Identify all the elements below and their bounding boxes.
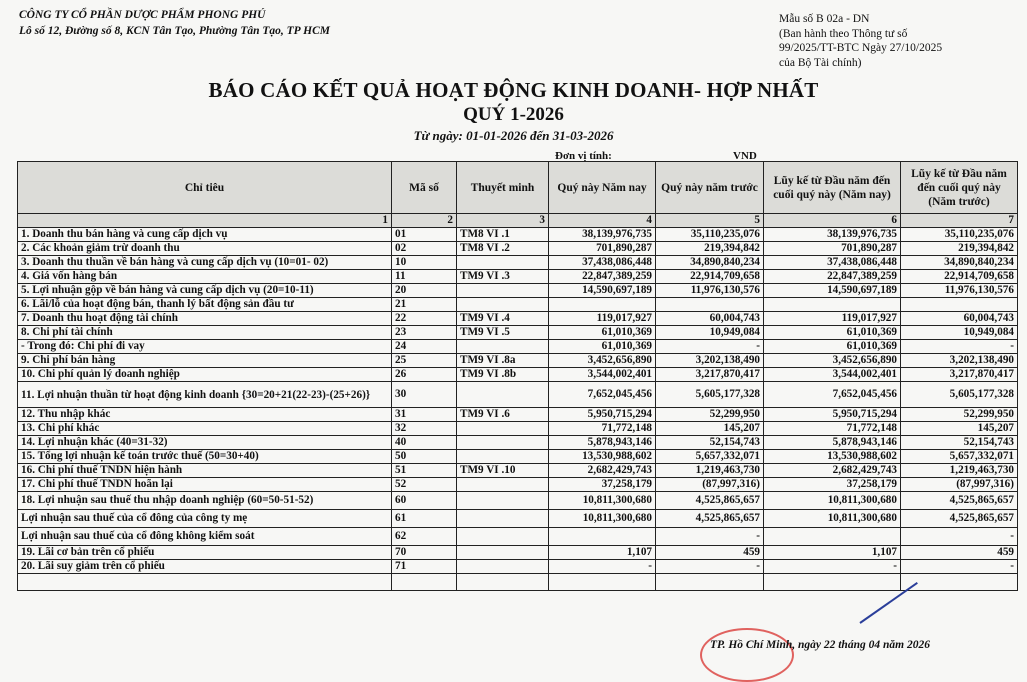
company-block: [19, 7, 330, 39]
table-row: [18, 242, 1018, 256]
row-quarter-previous: 35,110,235,076: [656, 228, 764, 242]
row-ytd-current: 71,772,148: [764, 422, 901, 436]
row-ytd-previous: (87,997,316): [901, 478, 1018, 492]
empty-cell: [764, 574, 901, 591]
column-number: 6: [764, 214, 901, 228]
row-code: 23: [392, 326, 457, 340]
table-row: [18, 450, 1018, 464]
row-label: Lợi nhuận sau thuế của cổ đông không kiểm soát: [18, 528, 392, 546]
table-row: [18, 284, 1018, 298]
table-row: [18, 382, 1018, 408]
column-number: 5: [656, 214, 764, 228]
row-quarter-previous: 11,976,130,576: [656, 284, 764, 298]
row-ytd-previous: 35,110,235,076: [901, 228, 1018, 242]
row-quarter-current: 61,010,369: [549, 340, 656, 354]
row-code: 26: [392, 368, 457, 382]
table-row: [18, 546, 1018, 560]
table-row: [18, 312, 1018, 326]
column-header: Quý này năm trước: [656, 162, 764, 214]
row-code: 52: [392, 478, 457, 492]
row-ytd-current: 3,544,002,401: [764, 368, 901, 382]
column-number: 1: [18, 214, 392, 228]
row-quarter-current: 14,590,697,189: [549, 284, 656, 298]
empty-cell: [18, 574, 392, 591]
row-label: 12. Thu nhập khác: [18, 408, 392, 422]
row-quarter-current: 37,438,086,448: [549, 256, 656, 270]
row-ytd-current: 5,950,715,294: [764, 408, 901, 422]
row-code: 32: [392, 422, 457, 436]
row-note: [457, 340, 549, 354]
column-header: Lũy kế từ Đầu năm đến cuối quý này (Năm trước): [901, 162, 1018, 214]
row-quarter-previous: -: [656, 528, 764, 546]
row-quarter-previous: (87,997,316): [656, 478, 764, 492]
row-ytd-previous: 4,525,865,657: [901, 492, 1018, 510]
row-code: 70: [392, 546, 457, 560]
row-code: 61: [392, 510, 457, 528]
row-ytd-current: 14,590,697,189: [764, 284, 901, 298]
row-ytd-current: 119,017,927: [764, 312, 901, 326]
row-label: 19. Lãi cơ bản trên cổ phiếu: [18, 546, 392, 560]
report-subtitle: QUÝ 1-2026: [463, 104, 564, 125]
table-row: [18, 408, 1018, 422]
column-number: 2: [392, 214, 457, 228]
row-code: 71: [392, 560, 457, 574]
row-note: [457, 382, 549, 408]
row-ytd-current: 37,258,179: [764, 478, 901, 492]
row-ytd-previous: 4,525,865,657: [901, 510, 1018, 528]
row-note: [457, 560, 549, 574]
row-note: TM9 VI .5: [457, 326, 549, 340]
row-ytd-previous: -: [901, 528, 1018, 546]
row-ytd-current: [764, 528, 901, 546]
row-quarter-current: 1,107: [549, 546, 656, 560]
table-row: [18, 270, 1018, 284]
table-row: [18, 256, 1018, 270]
row-quarter-previous: 52,154,743: [656, 436, 764, 450]
row-ytd-current: 1,107: [764, 546, 901, 560]
row-ytd-previous: 1,219,463,730: [901, 464, 1018, 478]
row-code: 40: [392, 436, 457, 450]
row-quarter-current: 10,811,300,680: [549, 492, 656, 510]
row-quarter-current: 10,811,300,680: [549, 510, 656, 528]
row-label: 18. Lợi nhuận sau thuế thu nhập doanh nghiệp (60=50-51-52): [18, 492, 392, 510]
table-header-row: [18, 162, 1018, 214]
row-code: 31: [392, 408, 457, 422]
row-ytd-current: [764, 298, 901, 312]
row-quarter-current: 3,544,002,401: [549, 368, 656, 382]
row-label: 6. Lãi/lỗ của hoạt động bán, thanh lý bất động sản đầu tư: [18, 298, 392, 312]
row-ytd-previous: 3,202,138,490: [901, 354, 1018, 368]
column-header: Mã số: [392, 162, 457, 214]
table-row: [18, 340, 1018, 354]
row-note: TM9 VI .8a: [457, 354, 549, 368]
row-ytd-previous: 60,004,743: [901, 312, 1018, 326]
row-note: TM9 VI .4: [457, 312, 549, 326]
row-ytd-current: 10,811,300,680: [764, 492, 901, 510]
row-note: [457, 478, 549, 492]
row-note: [457, 284, 549, 298]
row-code: 50: [392, 450, 457, 464]
row-note: [457, 546, 549, 560]
form-info: [779, 12, 942, 70]
table-row: [18, 478, 1018, 492]
row-ytd-current: 3,452,656,890: [764, 354, 901, 368]
table-row: [18, 510, 1018, 528]
column-number-row: [18, 214, 1018, 228]
row-quarter-current: 3,452,656,890: [549, 354, 656, 368]
row-quarter-current: 38,139,976,735: [549, 228, 656, 242]
row-label: - Trong đó: Chi phí đi vay: [18, 340, 392, 354]
row-ytd-current: 7,652,045,456: [764, 382, 901, 408]
row-quarter-current: 5,950,715,294: [549, 408, 656, 422]
row-quarter-current: 71,772,148: [549, 422, 656, 436]
row-ytd-previous: 145,207: [901, 422, 1018, 436]
row-note: TM8 VI .2: [457, 242, 549, 256]
empty-cell: [392, 574, 457, 591]
row-code: 24: [392, 340, 457, 354]
column-header: Quý này Năm nay: [549, 162, 656, 214]
row-note: TM9 VI .8b: [457, 368, 549, 382]
form-line: (Ban hành theo Thông tư số: [779, 27, 908, 40]
row-code: 20: [392, 284, 457, 298]
row-quarter-previous: 3,217,870,417: [656, 368, 764, 382]
row-quarter-current: 13,530,988,602: [549, 450, 656, 464]
row-label: 7. Doanh thu hoạt động tài chính: [18, 312, 392, 326]
unit-label: Đơn vị tính:: [555, 150, 612, 162]
row-quarter-previous: [656, 298, 764, 312]
row-code: 01: [392, 228, 457, 242]
row-ytd-previous: 5,657,332,071: [901, 450, 1018, 464]
row-ytd-current: 61,010,369: [764, 340, 901, 354]
row-quarter-current: 5,878,943,146: [549, 436, 656, 450]
row-ytd-current: 5,878,943,146: [764, 436, 901, 450]
row-label: 11. Lợi nhuận thuần từ hoạt động kinh doanh {30=20+21(22-23)-(25+26)}: [18, 382, 392, 408]
row-note: TM9 VI .6: [457, 408, 549, 422]
row-note: [457, 510, 549, 528]
row-note: [457, 528, 549, 546]
row-quarter-current: 37,258,179: [549, 478, 656, 492]
row-code: 25: [392, 354, 457, 368]
row-quarter-previous: 22,914,709,658: [656, 270, 764, 284]
row-quarter-previous: -: [656, 560, 764, 574]
row-label: 1. Doanh thu bán hàng và cung cấp dịch vụ: [18, 228, 392, 242]
row-quarter-current: [549, 528, 656, 546]
row-ytd-previous: 52,299,950: [901, 408, 1018, 422]
row-note: [457, 450, 549, 464]
row-label: 3. Doanh thu thuần về bán hàng và cung cấp dịch vụ (10=01- 02): [18, 256, 392, 270]
column-header: Thuyết minh: [457, 162, 549, 214]
row-note: TM8 VI .1: [457, 228, 549, 242]
row-label: 9. Chi phí bán hàng: [18, 354, 392, 368]
table-row: [18, 464, 1018, 478]
row-code: 11: [392, 270, 457, 284]
company-name: CÔNG TY CỔ PHẦN DƯỢC PHẨM PHONG PHÚ: [19, 9, 266, 21]
empty-cell: [656, 574, 764, 591]
table-row-empty: [18, 574, 1018, 591]
column-number: 7: [901, 214, 1018, 228]
row-quarter-current: 61,010,369: [549, 326, 656, 340]
row-ytd-previous: 22,914,709,658: [901, 270, 1018, 284]
row-quarter-previous: 5,657,332,071: [656, 450, 764, 464]
row-ytd-previous: 3,217,870,417: [901, 368, 1018, 382]
report-period: Từ ngày: 01-01-2026 đến 31-03-2026: [413, 128, 614, 143]
row-label: 2. Các khoản giảm trừ doanh thu: [18, 242, 392, 256]
row-quarter-current: 119,017,927: [549, 312, 656, 326]
form-line: 99/2025/TT-BTC Ngày 27/10/2025: [779, 42, 943, 54]
row-quarter-previous: 1,219,463,730: [656, 464, 764, 478]
row-ytd-current: 13,530,988,602: [764, 450, 901, 464]
row-ytd-previous: 5,605,177,328: [901, 382, 1018, 408]
row-label: 5. Lợi nhuận gộp về bán hàng và cung cấp dịch vụ (20=10-11): [18, 284, 392, 298]
row-quarter-previous: 10,949,084: [656, 326, 764, 340]
table-row: [18, 326, 1018, 340]
row-code: 10: [392, 256, 457, 270]
row-code: 62: [392, 528, 457, 546]
form-line: Mẫu số B 02a - DN: [779, 13, 870, 25]
row-ytd-previous: 219,394,842: [901, 242, 1018, 256]
row-label: 17. Chi phí thuế TNDN hoãn lại: [18, 478, 392, 492]
row-ytd-previous: 11,976,130,576: [901, 284, 1018, 298]
row-quarter-previous: 459: [656, 546, 764, 560]
row-label: 14. Lợi nhuận khác (40=31-32): [18, 436, 392, 450]
row-code: 22: [392, 312, 457, 326]
row-ytd-current: 701,890,287: [764, 242, 901, 256]
table-row: [18, 560, 1018, 574]
row-quarter-previous: 4,525,865,657: [656, 510, 764, 528]
income-statement-table: [17, 161, 1018, 591]
row-code: 21: [392, 298, 457, 312]
row-quarter-previous: 219,394,842: [656, 242, 764, 256]
company-stamp: [700, 628, 794, 682]
row-label: 15. Tổng lợi nhuận kế toán trước thuế (50=30+40): [18, 450, 392, 464]
row-ytd-current: 22,847,389,259: [764, 270, 901, 284]
row-ytd-previous: -: [901, 560, 1018, 574]
row-ytd-previous: -: [901, 340, 1018, 354]
table-row: [18, 228, 1018, 242]
row-quarter-previous: 52,299,950: [656, 408, 764, 422]
row-quarter-current: 701,890,287: [549, 242, 656, 256]
row-label: 13. Chi phí khác: [18, 422, 392, 436]
row-label: 8. Chi phí tài chính: [18, 326, 392, 340]
column-header: Lũy kế từ Đầu năm đến cuối quý này (Năm nay): [764, 162, 901, 214]
row-quarter-previous: 3,202,138,490: [656, 354, 764, 368]
table-row: [18, 298, 1018, 312]
footer-date-line: TP. Hồ Chí Minh, ngày 22 tháng 04 năm 2026: [710, 639, 930, 651]
form-line: của Bộ Tài chính): [779, 56, 862, 69]
row-note: [457, 256, 549, 270]
table-row: [18, 492, 1018, 510]
row-quarter-previous: 34,890,840,234: [656, 256, 764, 270]
row-quarter-previous: 5,605,177,328: [656, 382, 764, 408]
row-quarter-current: 2,682,429,743: [549, 464, 656, 478]
empty-cell: [549, 574, 656, 591]
row-code: 30: [392, 382, 457, 408]
row-ytd-previous: 459: [901, 546, 1018, 560]
row-quarter-previous: -: [656, 340, 764, 354]
empty-cell: [457, 574, 549, 591]
column-number: 4: [549, 214, 656, 228]
row-note: TM9 VI .3: [457, 270, 549, 284]
row-ytd-previous: 34,890,840,234: [901, 256, 1018, 270]
row-ytd-previous: 10,949,084: [901, 326, 1018, 340]
row-ytd-current: 61,010,369: [764, 326, 901, 340]
row-note: [457, 298, 549, 312]
row-code: 51: [392, 464, 457, 478]
row-quarter-previous: 145,207: [656, 422, 764, 436]
row-ytd-current: 10,811,300,680: [764, 510, 901, 528]
row-note: TM9 VI .10: [457, 464, 549, 478]
table-row: [18, 436, 1018, 450]
row-code: 02: [392, 242, 457, 256]
table-row: [18, 528, 1018, 546]
row-quarter-previous: 60,004,743: [656, 312, 764, 326]
table-row: [18, 354, 1018, 368]
row-ytd-current: 2,682,429,743: [764, 464, 901, 478]
empty-cell: [901, 574, 1018, 591]
row-ytd-current: 37,438,086,448: [764, 256, 901, 270]
row-ytd-previous: 52,154,743: [901, 436, 1018, 450]
column-number: 3: [457, 214, 549, 228]
column-header: Chỉ tiêu: [18, 162, 392, 214]
row-label: Lợi nhuận sau thuế của cổ đông của công ty mẹ: [18, 510, 392, 528]
unit-value: VND: [733, 150, 757, 162]
row-ytd-current: -: [764, 560, 901, 574]
row-code: 60: [392, 492, 457, 510]
table-row: [18, 422, 1018, 436]
row-quarter-current: 7,652,045,456: [549, 382, 656, 408]
row-quarter-current: 22,847,389,259: [549, 270, 656, 284]
company-address: Lô số 12, Đường số 8, KCN Tân Tạo, Phường Tân Tạo, TP HCM: [19, 25, 330, 37]
row-note: [457, 436, 549, 450]
row-label: 20. Lãi suy giảm trên cổ phiếu: [18, 560, 392, 574]
row-ytd-previous: [901, 298, 1018, 312]
row-note: [457, 492, 549, 510]
row-label: 16. Chi phí thuế TNDN hiện hành: [18, 464, 392, 478]
row-quarter-current: [549, 298, 656, 312]
row-label: 4. Giá vốn hàng bán: [18, 270, 392, 284]
row-ytd-current: 38,139,976,735: [764, 228, 901, 242]
row-quarter-previous: 4,525,865,657: [656, 492, 764, 510]
row-note: [457, 422, 549, 436]
report-title: BÁO CÁO KẾT QUẢ HOẠT ĐỘNG KINH DOANH- HỢP NHẤT: [208, 78, 819, 102]
row-label: 10. Chi phí quản lý doanh nghiệp: [18, 368, 392, 382]
row-quarter-current: -: [549, 560, 656, 574]
table-row: [18, 368, 1018, 382]
